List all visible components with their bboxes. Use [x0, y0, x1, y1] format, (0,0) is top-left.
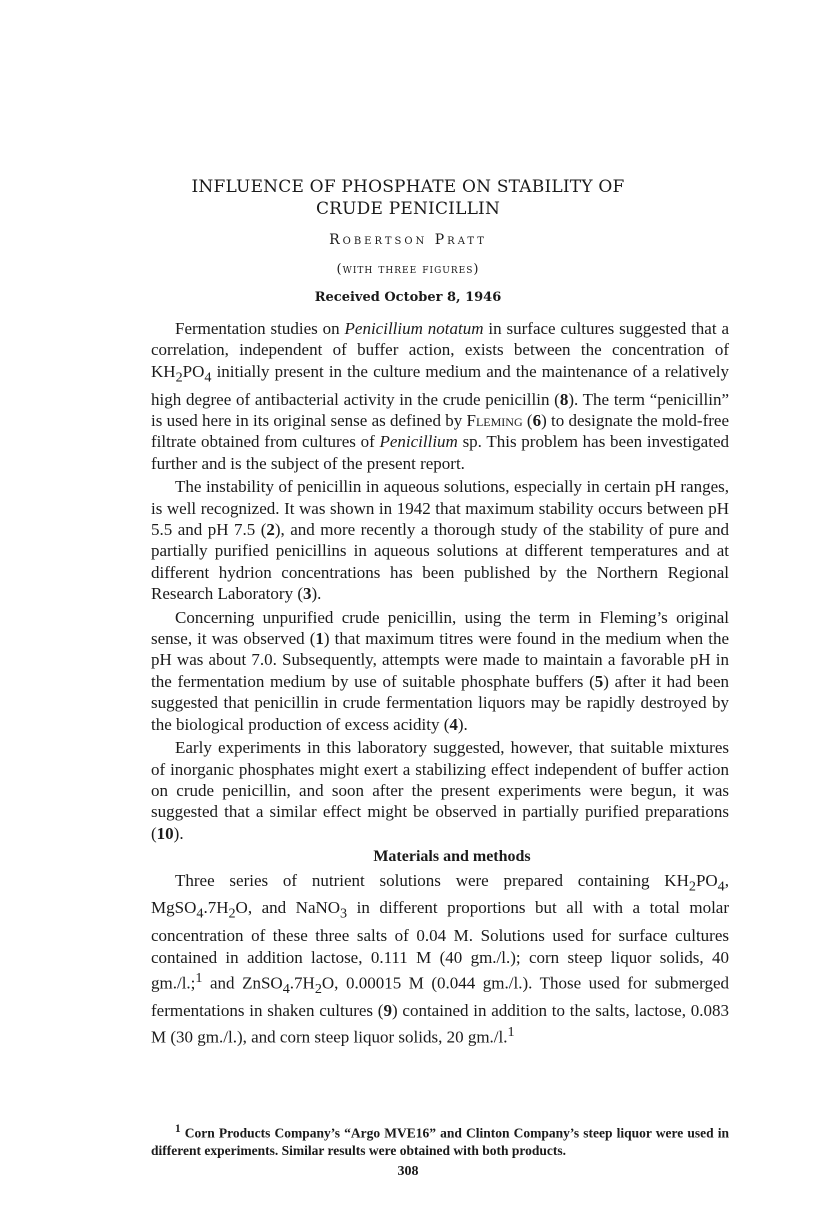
methods-paragraph: Three series of nutrient solutions were prepared containing $KH_2PO_4$, $MgSO_4.7H_2O$, and NaNO$_3$ in different proportions but all with a total molar concentration of these three salts of 0.04 M. Solutions used for surface cultures contained in addition lactose, 0.111 M (40 gm./l.); corn steep liquor solids, 40 gm./l.;$^1$ and $ZnSO_4.7H_2O$, 0.00015 M (0.044 gm./l.). Those used for submerged fermentations in shaken cultures (9) contained in addition to the salts, lactose, 0.083 M (30 gm./l.), and corn steep liquor solids, 20 gm./l.$^1$: [151, 870, 730, 1047]
section-heading: Materials and methods: [373, 848, 531, 866]
page-number: 308: [397, 1164, 419, 1179]
article-title: [0, 176, 816, 220]
paragraph-1: Fermentation studies on Penicillium notatum in surface cultures suggested that a correlation, independent of buffer action, exists between the concentration of $KH_2PO_4$ initially present in the culture medium and the maintenance of a relatively high degree of antibacterial activity in the crude penicillin (8). The term “penicillin” is used here in its original sense as defined by Fleming (6) to designate the mold-free filtrate obtained from cultures of Penicillium sp. This problem has been investigated further and is the subject of the present report.: [151, 319, 730, 473]
footnote: $^1$ Corn Products Company’s “Argo MVE16” and Clinton Company’s steep liquor were used in different experiments. Similar results were obtained with both products.: [151, 1123, 729, 1158]
paragraph-4: Early experiments in this laboratory suggested, however, that suitable mixtures of inorganic phosphates might exert a stabilizing effect independent of buffer action on crude penicillin, and soon after the present experiments were begun, it was suggested that a similar effect might be observed in partially purified preparations (10).: [151, 738, 729, 843]
article-body: [151, 318, 729, 1050]
received-date: Received October 8, 1946: [314, 290, 502, 305]
paragraph-3: Concerning unpurified crude penicillin, using the term in Fleming’s original sense, it was observed (1) that maximum titres were found in the medium when the pH was about 7.0. Subsequently, attempts were made to maintain a favorable pH in the fermentation medium by use of suitable phosphate buffers (5) after it had been suggested that penicillin in crude fermentation liquors may be rapidly destroyed by the biological production of excess acidity (4).: [151, 607, 729, 734]
paragraph-2: The instability of penicillin in aqueous solutions, especially in certain pH ranges, is well recognized. It was shown in 1942 that maximum stability occurs between pH 5.5 and pH 7.5 (2), and more recently a thorough study of the stability of pure and partially purified penicillins in aqueous solutions at different temperatures and at different hydrion concentrations has been published by the Northern Regional Research Laboratory (3).: [151, 477, 729, 604]
title-line-2: CRUDE PENICILLIN: [315, 199, 501, 219]
figures-note: (with three figures): [336, 262, 480, 277]
title-line-1: INFLUENCE OF PHOSPHATE ON STABILITY OF: [191, 177, 625, 197]
author-name: Robertson Pratt: [329, 232, 487, 248]
